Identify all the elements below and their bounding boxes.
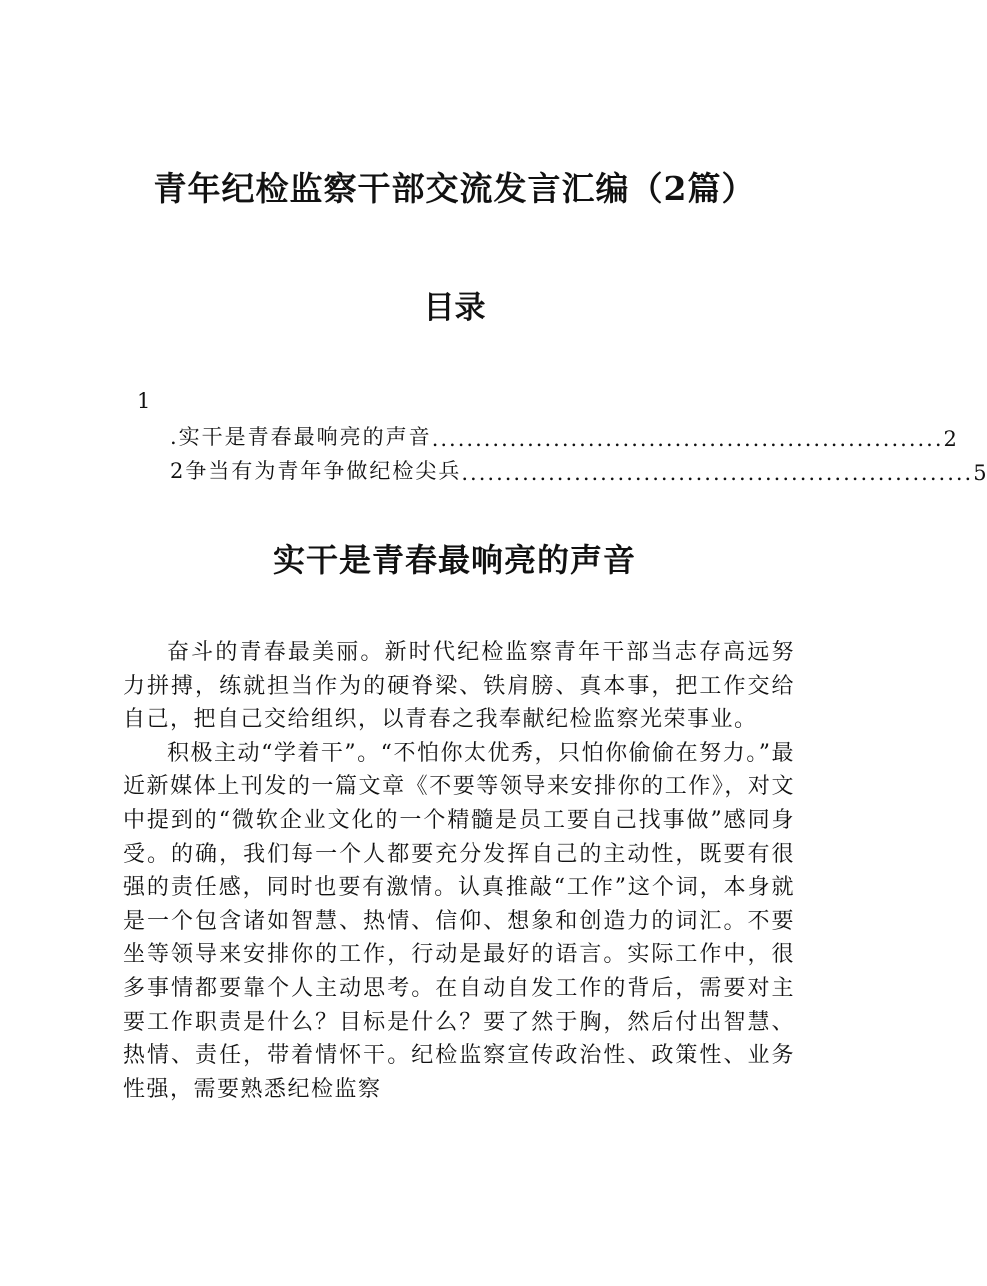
article-title: 实干是青春最响亮的声音 [272,541,636,579]
toc-entry-page: 2 [943,427,957,451]
toc-leader-dots: ........................................................... [431,427,944,451]
toc-entry-page: 5 [973,461,987,485]
toc-number: 1 [137,389,151,413]
article-paragraph: 积极主动“学着干”。“不怕你太优秀，只怕你偷偷在努力。”最近新媒体上刊发的一篇文章《不要等领导来安排你的工作》，对文中提到的“微软企业文化的一个精髓是员工要自己找事做”感同身受。的确，我们每一个人都要充分发挥自己的主动性，既要有很强的责任感，同时也要有激情。认真推敲“工作”这个词，本身就是一个包含诸如智慧、热情、信仰、想象和创造力的词汇。不要坐等领导来安排你的工作，行动是最好的语言。实际工作中，很多事情都要靠个人主动思考。在自动自发工作的背后，需要对主要工作职责是什么？目标是什么？要了然于胸，然后付出智慧、热情、责任，带着情怀干。纪检监察宣传政治性、政策性、业务性强，需要熟悉纪检监察 [123,740,795,1102]
article-paragraph: 奋斗的青春最美丽。新时代纪检监察青年干部当志存高远努力拼搏，练就担当作为的硬脊梁、铁肩膀、真本事，把工作交给自己，把自己交给组织，以青春之我奉献纪检监察光荣事业。 [123,640,795,733]
toc-entry[interactable] [170,455,987,485]
toc-entry-text: .实干是青春最响亮的声音 [170,425,432,449]
toc-heading: 目录 [423,290,486,326]
toc-entry-text: 2争当有为青年争做纪检尖兵 [170,459,462,483]
toc-entry[interactable] [170,421,957,451]
article-body [123,636,795,1106]
toc-leader-dots: ........................................................... [461,461,974,485]
document-title: 青年纪检监察干部交流发言汇编（2篇） [153,169,756,208]
